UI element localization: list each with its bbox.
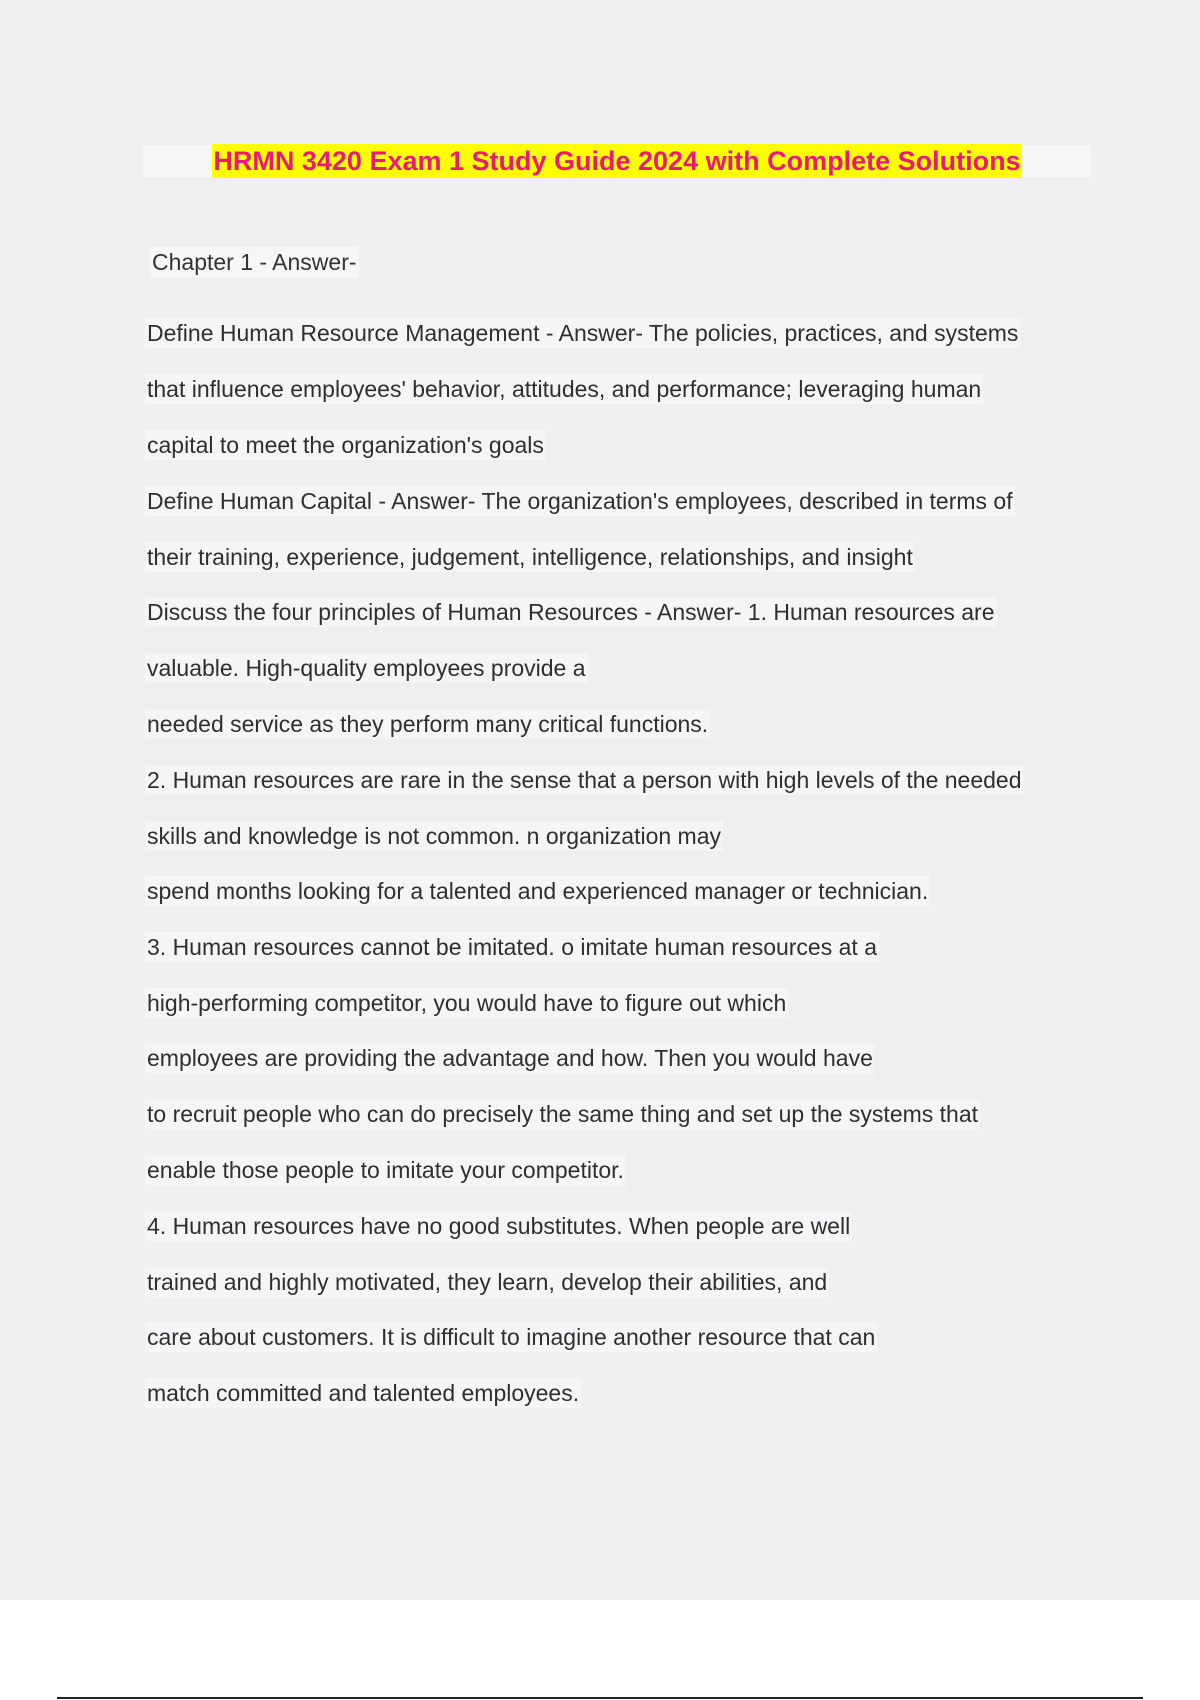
text-line: enable those people to imitate your competitor. xyxy=(147,1157,624,1183)
document-title xyxy=(143,145,1091,177)
footer-divider xyxy=(57,1697,1143,1699)
text-line: care about customers. It is difficult to imagine another resource that can xyxy=(147,1324,876,1350)
text-line: skills and knowledge is not common. n organization may xyxy=(147,823,722,849)
text-line: spend months looking for a talented and experienced manager or technician. xyxy=(147,878,929,904)
text-line: Define Human Capital - Answer- The organization's employees, described in terms of xyxy=(147,488,1013,514)
text-line: match committed and talented employees. xyxy=(147,1380,580,1406)
text-line: 4. Human resources have no good substitutes. When people are well xyxy=(147,1213,851,1239)
text-line: high-performing competitor, you would have to figure out which xyxy=(147,990,787,1016)
text-line: employees are providing the advantage and how. Then you would have xyxy=(147,1045,873,1071)
text-line: Discuss the four principles of Human Resources - Answer- 1. Human resources are xyxy=(147,599,995,625)
text-line: to recruit people who can do precisely the same thing and set up the systems that xyxy=(147,1101,979,1127)
document-title-text: HRMN 3420 Exam 1 Study Guide 2024 with Complete Solutions xyxy=(213,146,1021,176)
text-line: capital to meet the organization's goals xyxy=(147,432,544,458)
text-line: needed service as they perform many critical functions. xyxy=(147,711,709,737)
text-line: trained and highly motivated, they learn, develop their abilities, and xyxy=(147,1269,828,1295)
text-line: that influence employees' behavior, attitudes, and performance; leveraging human xyxy=(147,376,982,402)
title-band xyxy=(143,145,1091,177)
text-line: 2. Human resources are rare in the sense that a person with high levels of the needed xyxy=(147,767,1022,793)
text-line: their training, experience, judgement, intelligence, relationships, and insight xyxy=(147,544,913,570)
text-line: Define Human Resource Management - Answer- The policies, practices, and systems xyxy=(147,320,1019,346)
text-line: 3. Human resources cannot be imitated. o imitate human resources at a xyxy=(147,934,877,960)
text-line: valuable. High-quality employees provide a xyxy=(147,655,586,681)
chapter-heading: Chapter 1 - Answer- xyxy=(150,247,359,278)
